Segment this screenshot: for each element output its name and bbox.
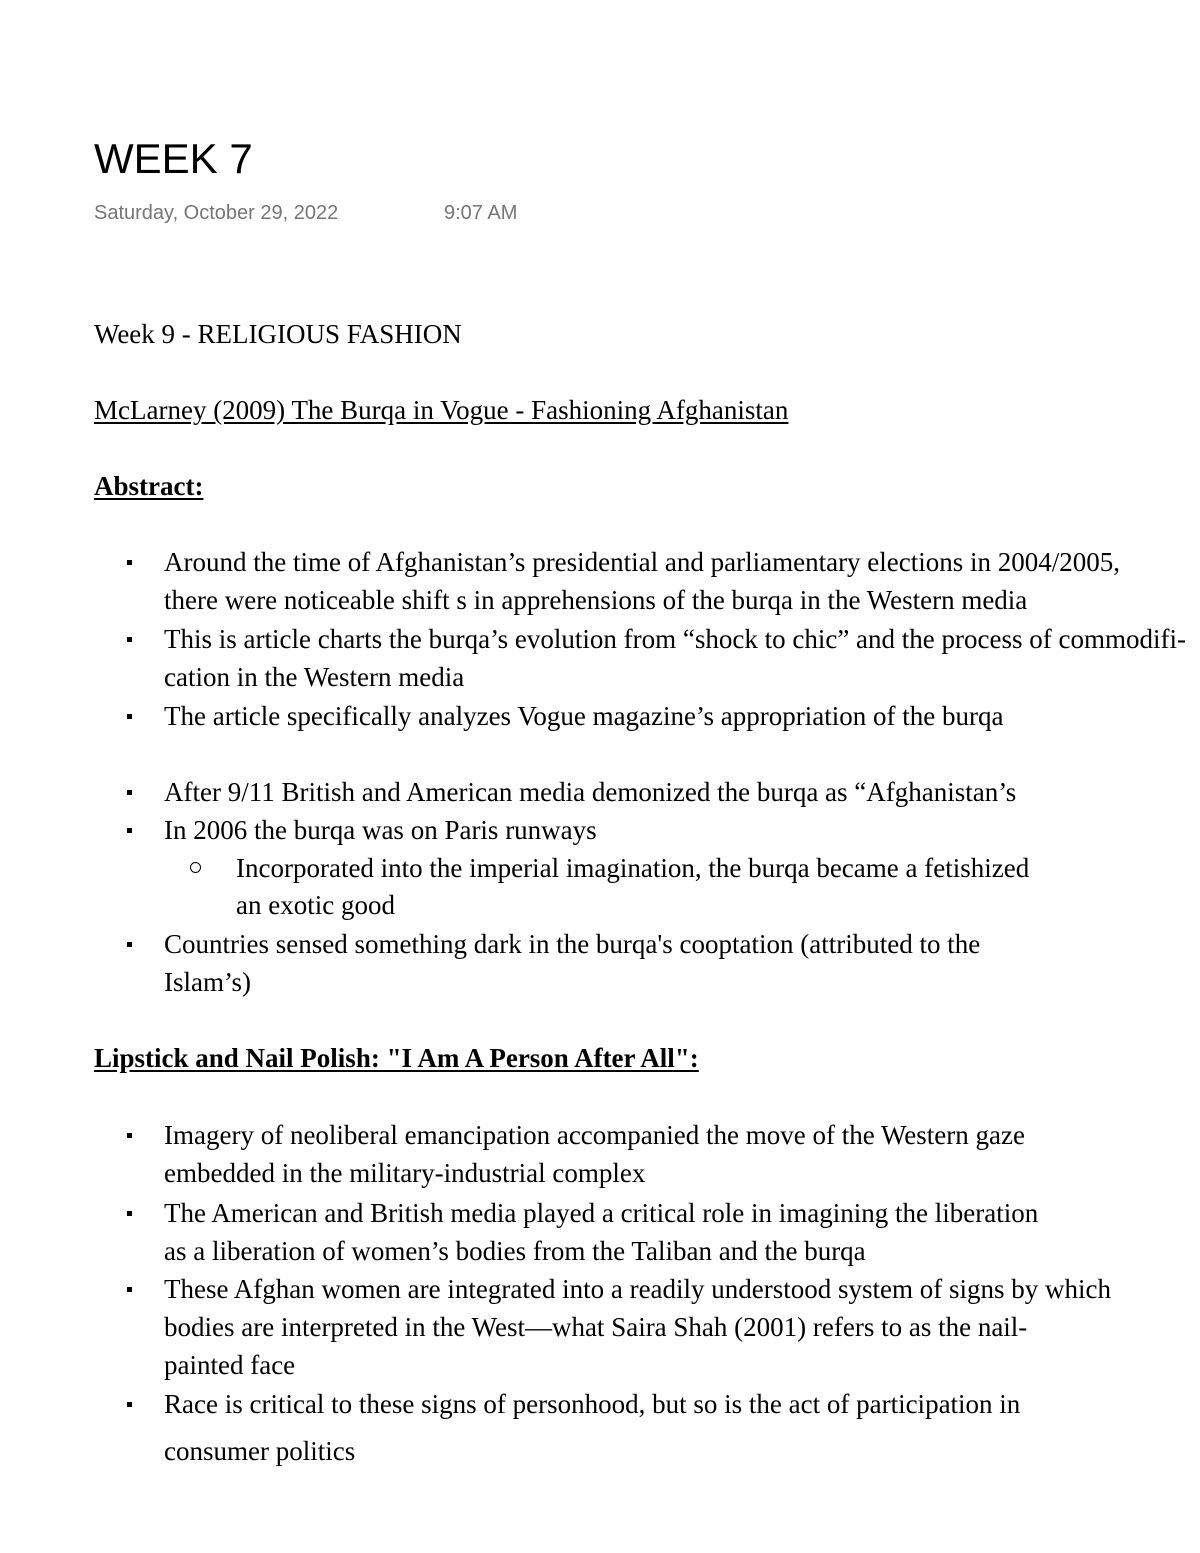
week-heading: Week 9 - RELIGIOUS FASHION <box>94 319 462 349</box>
list-item: Race is critical to these signs of personhood, but so is the act of participation in <box>164 1389 1021 1419</box>
clipped-line <box>164 1422 356 1466</box>
sub-list-item-continuation: an exotic good <box>236 890 395 920</box>
sub-list-item: Incorporated into the imperial imagination, the burqa became a fetishized <box>236 853 1030 883</box>
list-item-continuation: cation in the Western media <box>164 662 465 692</box>
abstract-heading: Abstract: <box>94 471 204 501</box>
list-item-continuation: painted face <box>164 1350 296 1380</box>
list-item: Imagery of neoliberal emancipation accompanied the move of the Western gaze <box>164 1120 1025 1150</box>
list-item-continuation: Islam’s) <box>164 967 251 997</box>
list-item: Around the time of Afghanistan’s presidential and parliamentary elections in 2004/2005, <box>164 547 1121 577</box>
list-item: The American and British media played a critical role in imagining the liberation <box>164 1198 1039 1228</box>
list-item-continuation: as a liberation of women’s bodies from the Taliban and the burqa <box>164 1236 866 1266</box>
section-heading: Lipstick and Nail Polish: "I Am A Person After All": <box>94 1043 699 1073</box>
page-date: Saturday, October 29, 2022 <box>94 202 339 224</box>
list-item-continuation: embedded in the military-industrial complex <box>164 1158 646 1188</box>
page-title: WEEK 7 <box>94 135 253 182</box>
list-item: The article specifically analyzes Vogue magazine’s appropriation of the burqa <box>164 701 1004 731</box>
page-timestamp <box>94 200 518 226</box>
list-item: These Afghan women are integrated into a readily understood system of signs by which <box>164 1274 1112 1304</box>
list-item: In 2006 the burqa was on Paris runways <box>164 815 597 845</box>
list-item: After 9/11 British and American media demonized the burqa as “Afghanistan’s <box>164 777 1017 807</box>
list-item-continuation: bodies are interpreted in the West—what Saira Shah (2001) refers to as the nail- <box>164 1312 1028 1342</box>
sub-bullet-marker <box>190 849 204 887</box>
list-item: This is article charts the burqa’s evolution from “shock to chic” and the process of commodifi- <box>164 624 1186 654</box>
reading-title: McLarney (2009) The Burqa in Vogue - Fashioning Afghanistan <box>94 395 789 425</box>
list-item-continuation: there were noticeable shift s in apprehensions of the burqa in the Western media <box>164 585 1028 615</box>
list-item: Countries sensed something dark in the burqa's cooptation (attributed to the <box>164 929 981 959</box>
clipped-line-text: consumer politics <box>164 1436 356 1466</box>
page-time: 9:07 AM <box>444 202 518 224</box>
